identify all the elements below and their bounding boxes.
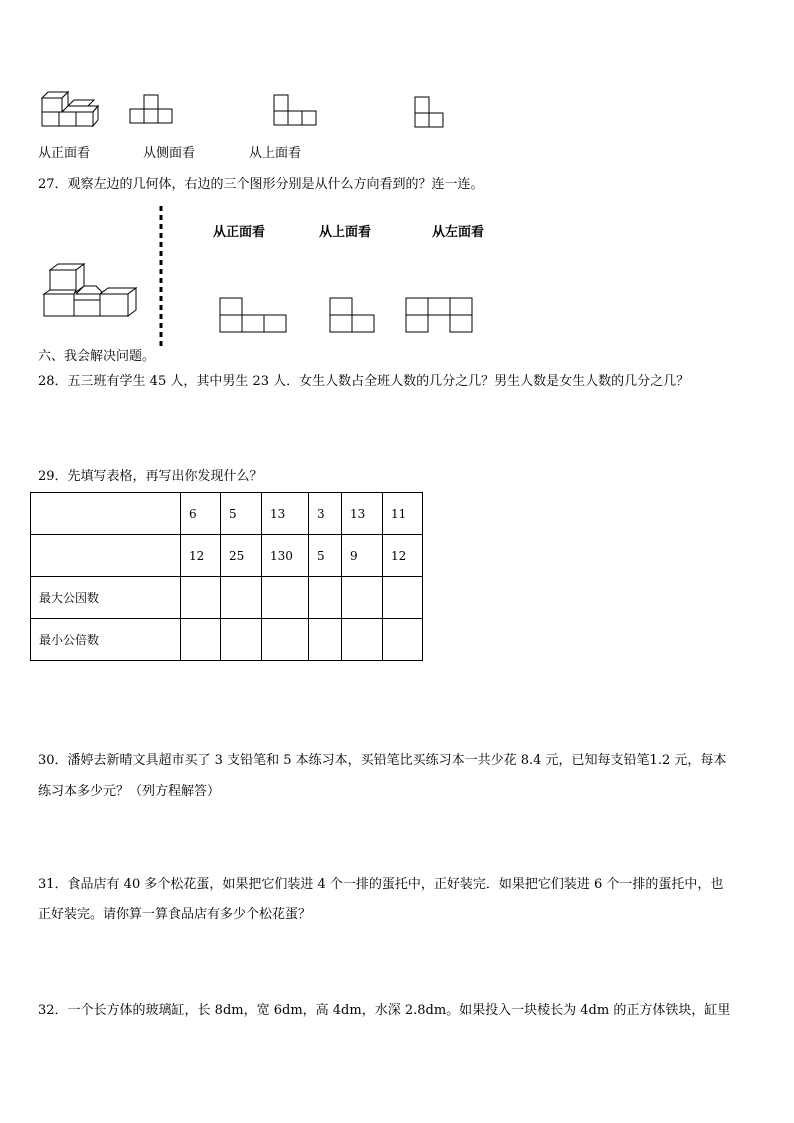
q27-label-front: 从正面看 [213,225,266,240]
table-cell: 13 [262,493,309,535]
q27-view-a [219,297,289,335]
q31-text-line2: 正好装完。请你算一算食品店有多少个松花蛋？ [38,907,312,922]
table-cell: 6 [181,493,221,535]
table-cell-header-empty [31,493,181,535]
answer-cell[interactable] [262,577,309,619]
answer-cell[interactable] [181,577,221,619]
answer-cell[interactable] [309,619,342,661]
prev-view-side [272,95,320,129]
q30-text-line1: 30．潘婷去新晴文具超市买了 3 支铅笔和 5 本练习本，买铅笔比买练习本一共少花 8.4 元，已知每支铅笔1.2 元，每本 [38,753,727,768]
answer-cell[interactable] [221,619,262,661]
table-row-label-gcd: 最大公因数 [31,577,181,619]
q30-text-line2: 练习本多少元？（列方程解答） [38,784,221,799]
prev-view-label-side: 从侧面看 [143,146,196,161]
prev-view-front [130,93,178,127]
q27-label-left: 从左面看 [432,225,485,240]
q32-text-line1: 32．一个长方体的玻璃缸，长 8dm，宽 6dm，高 4dm，水深 2.8dm。如果投入一块棱长为 4dm 的正方体铁块，缸里 [38,1003,731,1018]
answer-cell[interactable] [383,619,423,661]
table-cell: 9 [342,535,383,577]
table-cell: 13 [342,493,383,535]
prev-view-label-top: 从上面看 [249,146,302,161]
table-row-label-lcm: 最小公倍数 [31,619,181,661]
table-cell: 11 [383,493,423,535]
q29-table [30,492,423,661]
answer-cell[interactable] [342,619,383,661]
q27-solid-figure [40,262,140,320]
table-row [31,577,423,619]
q27-label-top: 从上面看 [319,225,372,240]
answer-cell[interactable] [342,577,383,619]
table-row [31,493,423,535]
table-cell: 12 [383,535,423,577]
table-cell: 5 [221,493,262,535]
q29-text: 29．先填写表格，再写出你发现什么？ [38,469,263,484]
prev-view-top [413,95,449,131]
table-cell-header-empty [31,535,181,577]
prev-view-label-front: 从正面看 [38,146,91,161]
table-cell: 3 [309,493,342,535]
answer-cell[interactable] [181,619,221,661]
answer-cell[interactable] [309,577,342,619]
table-row [31,619,423,661]
q28-text: 28．五三班有学生 45 人，其中男生 23 人．女生人数占全班人数的几分之几？男生人数是女生人数的几分之几？ [38,374,690,389]
answer-cell[interactable] [221,577,262,619]
q27-dashed-divider [158,206,164,346]
table-row [31,535,423,577]
table-cell: 5 [309,535,342,577]
q31-text-line1: 31．食品店有 40 多个松花蛋，如果把它们装进 4 个一排的蛋托中，正好装完．如果把它们装进 6 个一排的蛋托中，也 [38,877,724,892]
answer-cell[interactable] [262,619,309,661]
table-cell: 12 [181,535,221,577]
q27-text: 27．观察左边的几何体，右边的三个图形分别是从什么方向看到的？连一连。 [38,177,484,192]
table-cell: 25 [221,535,262,577]
section-title: 六、我会解决问题。 [38,349,156,364]
prev-solid-figure [38,86,102,130]
answer-cell[interactable] [383,577,423,619]
q27-view-c [405,297,475,335]
table-cell: 130 [262,535,309,577]
q27-view-b [329,297,377,335]
